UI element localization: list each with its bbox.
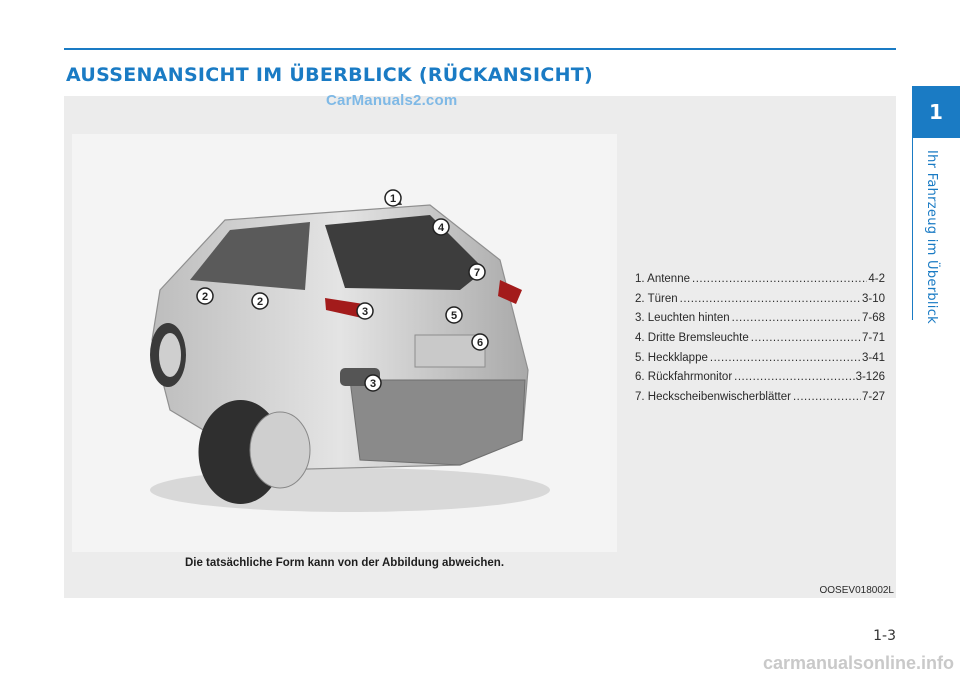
- sidebar-rule: [912, 138, 913, 320]
- legend-label: 7. Heckscheibenwischerblätter: [635, 391, 791, 404]
- legend-page-ref[interactable]: 3-10: [861, 292, 885, 305]
- page-title: AUSSENANSICHT IM ÜBERBLICK (RÜCKANSICHT): [66, 64, 594, 86]
- legend-item: [635, 368, 885, 388]
- callout-label: 7: [473, 267, 481, 279]
- legend-page-ref[interactable]: 7-68: [861, 312, 885, 325]
- legend-page-ref[interactable]: 3-126: [855, 371, 885, 384]
- front-wheel-left-rim: [159, 333, 181, 377]
- callout-3: [365, 375, 381, 391]
- callout-label: 2: [256, 296, 264, 308]
- legend-label: 2. Türen: [635, 292, 678, 305]
- legend-item: [635, 309, 885, 329]
- legend-label: 1. Antenne: [635, 273, 690, 285]
- leader-dots: [751, 329, 861, 349]
- legend-page-ref[interactable]: 7-27: [861, 391, 885, 404]
- figure-caption: Die tatsächliche Form kann von der Abbildung abweichen.: [184, 557, 505, 569]
- legend-label: 6. Rückfahrmonitor: [635, 371, 733, 384]
- legend-item: [635, 349, 885, 369]
- chapter-tab[interactable]: 1: [912, 86, 960, 138]
- leader-dots: [732, 309, 861, 329]
- legend-item: [635, 270, 885, 290]
- callout-label: 6: [476, 337, 484, 349]
- watermark-bottom: carmanualsonline.info: [762, 653, 954, 673]
- legend-page-ref[interactable]: 4-2: [868, 273, 885, 285]
- callout-label: 5: [450, 310, 458, 322]
- callout-label: 1: [389, 193, 397, 205]
- callout-label: 2: [201, 291, 209, 303]
- figure-code: OOSEV018002L: [819, 585, 894, 596]
- callout-label: 3: [369, 378, 377, 390]
- callout-2: [197, 288, 213, 304]
- leader-dots: [680, 290, 861, 310]
- callout-2: [252, 293, 268, 309]
- leader-dots: [734, 368, 854, 388]
- leader-dots: [793, 388, 861, 408]
- legend-item: [635, 290, 885, 310]
- rear-window: [325, 215, 485, 290]
- legend-page-ref[interactable]: 7-71: [861, 332, 885, 345]
- page-number: 1-3: [873, 628, 896, 644]
- callout-6: [472, 334, 488, 350]
- legend-label: 5. Heckklappe: [635, 351, 708, 364]
- callout-7: [469, 264, 485, 280]
- parts-legend: [635, 270, 885, 408]
- callout-label: 3: [361, 306, 369, 318]
- legend-page-ref[interactable]: 3-41: [861, 351, 885, 364]
- callout-4: [433, 219, 449, 235]
- rear-bumper: [350, 380, 525, 465]
- car-rear-illustration: [130, 180, 550, 515]
- watermark-top: CarManuals2.com: [326, 92, 458, 109]
- legend-item: [635, 329, 885, 349]
- header-rule: [64, 48, 896, 50]
- callout-5: [446, 307, 462, 323]
- leader-dots: [692, 270, 867, 290]
- leader-dots: [710, 349, 861, 369]
- legend-label: 4. Dritte Bremsleuchte: [635, 332, 749, 345]
- callout-3: [357, 303, 373, 319]
- callout-label: 4: [437, 222, 445, 234]
- chapter-title: Ihr Fahrzeug im Überblick: [924, 150, 939, 324]
- callout-1: [385, 190, 401, 206]
- legend-label: 3. Leuchten hinten: [635, 312, 730, 325]
- rear-wheel-left-rim: [250, 412, 310, 488]
- legend-item: [635, 388, 885, 408]
